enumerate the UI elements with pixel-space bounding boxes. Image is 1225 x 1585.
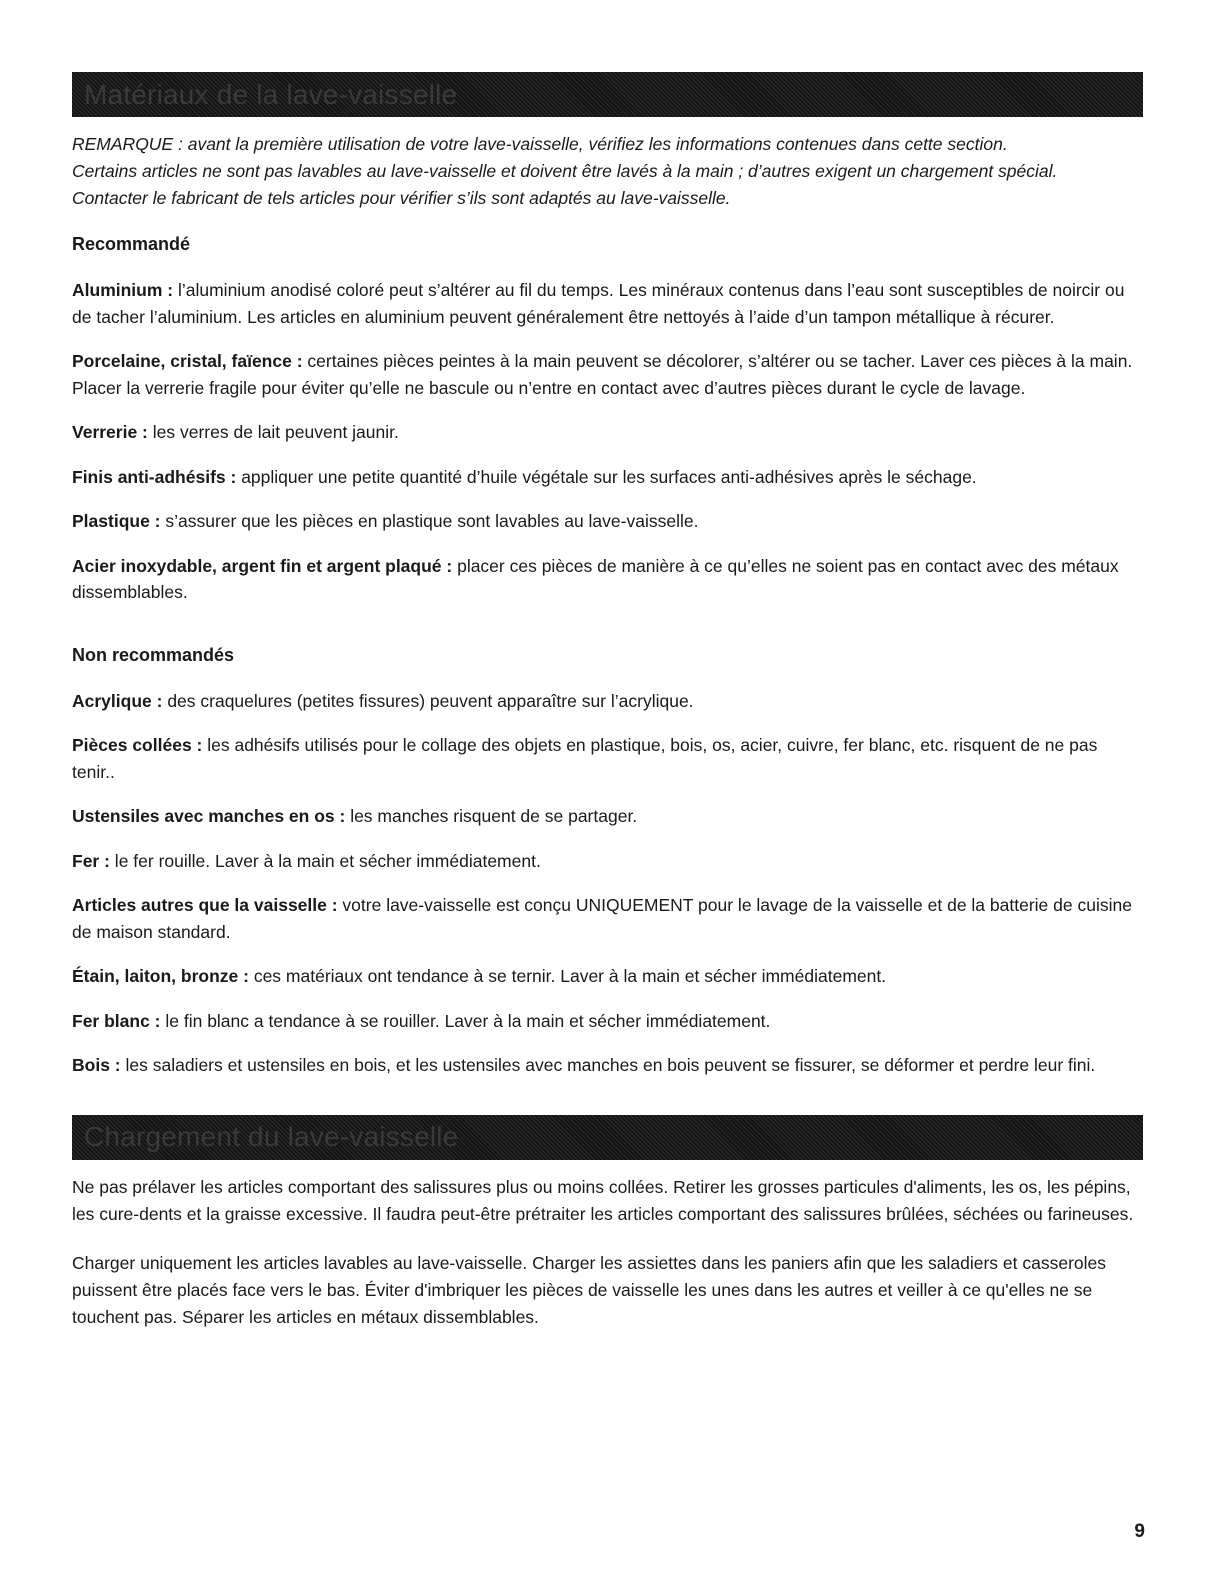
material-text: ces matériaux ont tendance à se ternir. Laver à la main et sécher immédiatement. [248, 966, 887, 986]
material-item [72, 892, 1143, 945]
material-item [72, 464, 1143, 491]
material-item [72, 848, 1143, 875]
body-paragraph: Charger uniquement les articles lavables au lave-vaisselle. Charger les assiettes dans les paniers afin que les saladiers et casseroles puissent être placés face vers le bas. Éviter d'imbriquer les pièces de vaisselle les unes dans les autres et veiller à ce qu'elles ne se touchent pas. Séparer les articles en métaux dissemblables. [72, 1252, 1107, 1327]
material-term: Fer blanc : [72, 1010, 161, 1031]
material-text: le fin blanc a tendance à se rouiller. Laver à la main et sécher immédiatement. [160, 1010, 771, 1031]
note-block [72, 131, 1143, 212]
material-item [72, 348, 1143, 401]
material-term: Plastique : [72, 511, 161, 531]
material-text: les manches risquent de se partager. [345, 806, 638, 826]
material-item [72, 419, 1143, 446]
material-item [72, 277, 1143, 330]
material-item [72, 1008, 1143, 1035]
material-item [72, 803, 1143, 830]
material-text: les verres de lait peuvent jaunir. [147, 422, 399, 442]
material-item [72, 963, 1143, 990]
material-term: Fer : [72, 850, 110, 871]
material-text: appliquer une petite quantité d’huile végétale sur les surfaces anti-adhésives après le séchage. [236, 466, 977, 487]
material-text: des craquelures (petites fissures) peuvent apparaître sur l’acrylique. [162, 690, 694, 711]
material-term: Étain, laiton, bronze : [72, 966, 249, 986]
material-item [72, 1052, 1143, 1079]
section-title: Matériaux de la lave-vaisselle [84, 78, 458, 110]
material-text: le fer rouille. Laver à la main et sécher immédiatement. [109, 850, 541, 871]
material-item [72, 553, 1143, 606]
section-banner-loading [72, 1115, 1143, 1160]
material-term: Porcelaine, cristal, faïence : [72, 351, 303, 371]
material-text: les saladiers et ustensiles en bois, et les ustensiles avec manches en bois peuvent se fissurer, se déformer et perdre leur fini. [120, 1055, 1096, 1075]
material-item [72, 508, 1143, 535]
material-text: placer ces pièces de manière à ce qu’elles ne soient pas en contact avec des métaux dissemblables. [72, 555, 1119, 602]
material-text: votre lave-vaisselle est conçu UNIQUEMENT pour le lavage de la vaisselle et de la batterie de cuisine de maison standard. [72, 895, 1132, 942]
material-item [72, 732, 1143, 785]
material-term: Verrerie : [72, 422, 148, 442]
material-term: Bois : [72, 1055, 121, 1075]
material-item [72, 688, 1143, 715]
material-term: Acier inoxydable, argent fin et argent plaqué : [72, 555, 453, 576]
not-recommended-heading: Non recommandés [72, 644, 235, 665]
section-title: Chargement du lave-vaisselle [84, 1121, 459, 1152]
material-text: l’aluminium anodisé coloré peut s’altérer au fil du temps. Les minéraux contenus dans l’eau sont susceptibles de noircir ou de tacher l’aluminium. Les articles en aluminium peuvent généralement être nettoyés à l’aide d’un tampon métallique à récurer. [72, 280, 1125, 327]
material-text: s’assurer que les pièces en plastique sont lavables au lave-vaisselle. [160, 511, 699, 531]
material-term: Articles autres que la vaisselle : [72, 895, 338, 915]
page-number: 9 [1134, 1521, 1145, 1542]
material-term: Aluminium : [72, 280, 174, 300]
note-line: REMARQUE : avant la première utilisation de votre lave-vaisselle, vérifiez les informations contenues dans cette section. [72, 134, 1008, 154]
material-term: Acrylique : [72, 690, 163, 711]
document-page [72, 72, 1143, 1331]
note-line: Certains articles ne sont pas lavables au lave-vaisselle et doivent être lavés à la main ; d’autres exigent un chargement spécial. [72, 161, 1058, 181]
material-term: Pièces collées : [72, 735, 203, 755]
body-paragraph: Ne pas prélaver les articles comportant des salissures plus ou moins collées. Retirer les grosses particules d'aliments, les os, les pépins, les cure-dents et la graisse excessive. Il faudra peut-être prétraiter les articles comportant des salissures brûlées, séchées ou farineuses. [72, 1176, 1134, 1224]
section-banner-materials [72, 72, 1143, 117]
material-term: Finis anti-adhésifs : [72, 466, 237, 487]
material-term: Ustensiles avec manches en os : [72, 806, 346, 826]
material-text: les adhésifs utilisés pour le collage des objets en plastique, bois, os, acier, cuivre, fer blanc, etc. risquent de ne pas tenir.. [72, 735, 1098, 782]
note-line: Contacter le fabricant de tels articles pour vérifier s’ils sont adaptés au lave-vaisselle. [72, 188, 731, 208]
material-text: certaines pièces peintes à la main peuvent se décolorer, s’altérer ou se tacher. Laver ces pièces à la main. Placer la verrerie fragile pour éviter qu’elle ne bascule ou n’entre en contact avec d’autres pièces durant le cycle de lavage. [72, 351, 1133, 398]
recommended-heading: Recommandé [72, 234, 191, 254]
